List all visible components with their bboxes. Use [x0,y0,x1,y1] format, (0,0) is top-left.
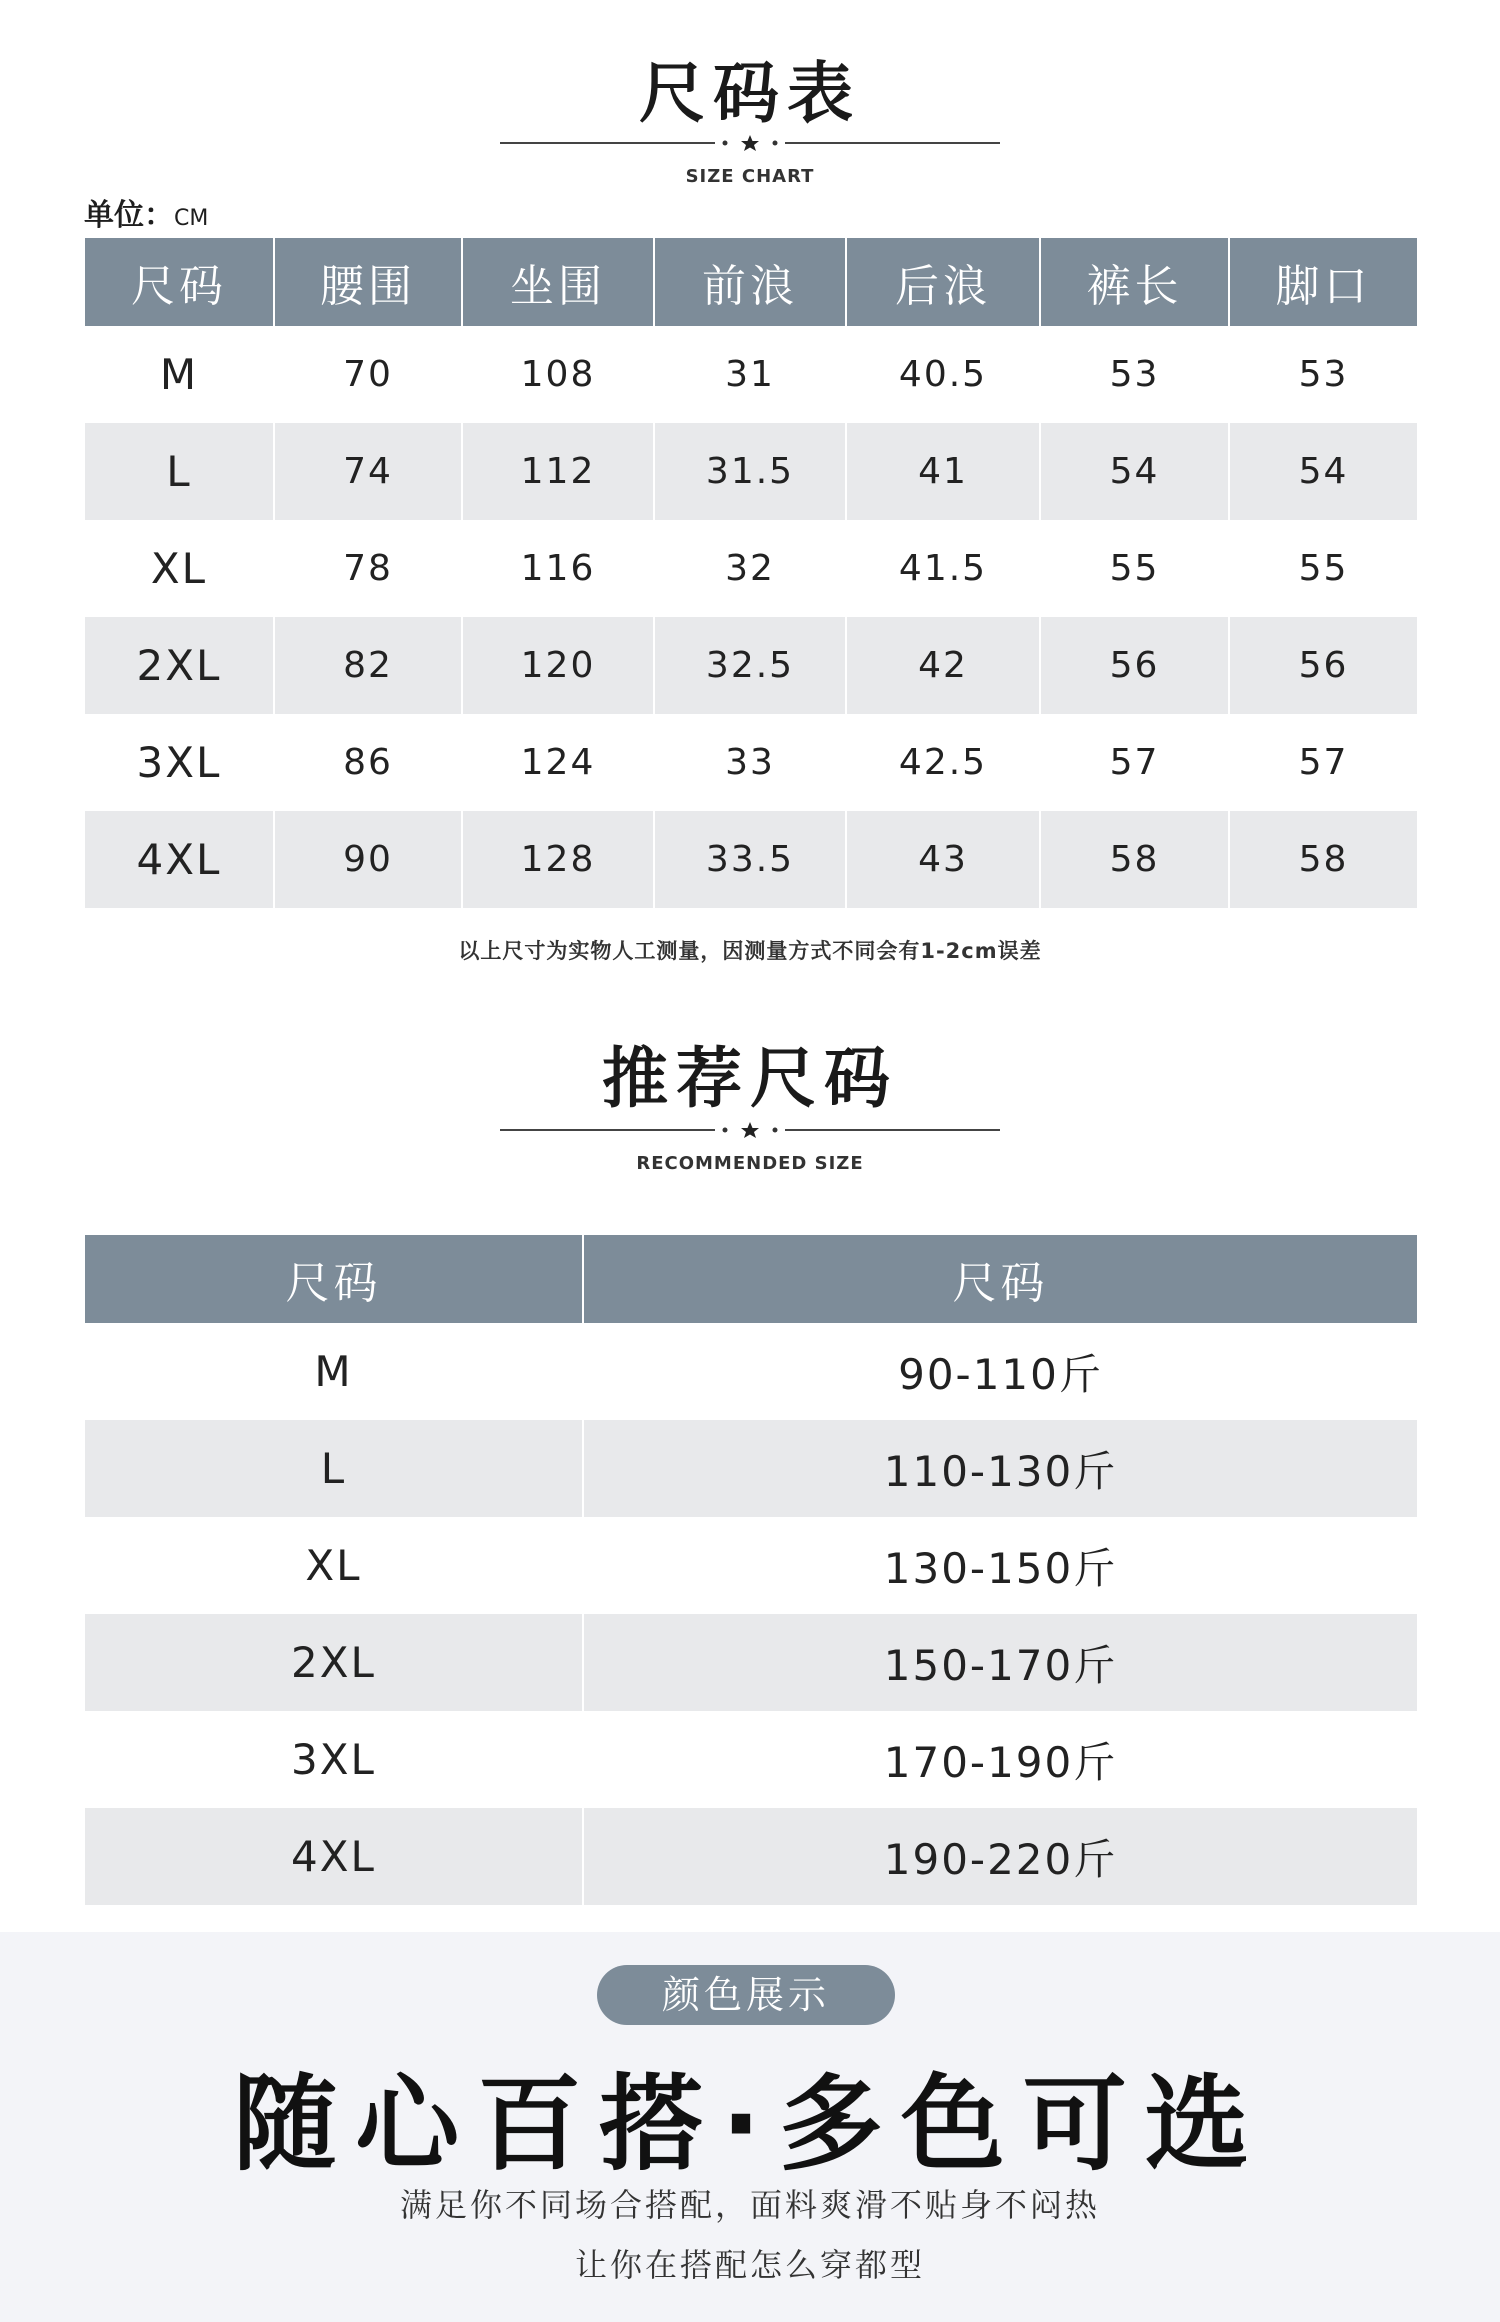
table-cell: 86 [274,714,462,811]
table-cell: 33.5 [654,811,846,908]
table-row [85,1808,1417,1905]
table-cell: 4XL [85,1808,583,1905]
table-cell: 116 [462,520,654,617]
table-cell: 112 [462,423,654,520]
recommended-title: 推荐尺码 [602,1040,898,1117]
table-cell: 55 [1229,520,1417,617]
color-display-badge: 颜色展示 [597,1965,895,2025]
table-cell: 90 [274,811,462,908]
table-cell: 57 [1040,714,1229,811]
table-cell: 2XL [85,1614,583,1711]
table-row [85,1323,1417,1420]
table-cell: 31 [654,326,846,423]
table-row [85,617,1417,714]
description-line-2: 让你在搭配怎么穿都型 [574,2246,925,2284]
table-cell: 41.5 [846,520,1040,617]
title-divider [500,133,1000,153]
table-cell: 42 [846,617,1040,714]
table-cell: 120 [462,617,654,714]
table-cell: 3XL [85,714,274,811]
table-cell: XL [85,520,274,617]
size-table-header [85,238,1417,326]
table-cell: 32 [654,520,846,617]
table-cell: 42.5 [846,714,1040,811]
table-cell: 82 [274,617,462,714]
title-divider [500,1120,1000,1140]
table-cell: 57 [1229,714,1417,811]
table-cell: 54 [1229,423,1417,520]
table-cell: 56 [1040,617,1229,714]
table-cell: 150-170斤 [583,1614,1417,1711]
table-cell: M [85,326,274,423]
table-cell: 58 [1040,811,1229,908]
table-row [85,1420,1417,1517]
table-cell: 3XL [85,1711,583,1808]
table-row [85,326,1417,423]
table-cell: 130-150斤 [583,1517,1417,1614]
table-cell: 55 [1040,520,1229,617]
table-cell: 110-130斤 [583,1420,1417,1517]
table-cell: 41 [846,423,1040,520]
table-cell: L [85,1420,583,1517]
recommended-subtitle: RECOMMENDED SIZE [636,1153,864,1174]
table-cell: 124 [462,714,654,811]
table-cell: M [85,1323,583,1420]
table-cell: 70 [274,326,462,423]
table-row [85,1614,1417,1711]
table-cell: 190-220斤 [583,1808,1417,1905]
table-cell: 4XL [85,811,274,908]
description-line-1: 满足你不同场合搭配，面料爽滑不贴身不闷热 [399,2186,1100,2224]
table-cell: 78 [274,520,462,617]
table-cell: 108 [462,326,654,423]
table-row [85,714,1417,811]
table-cell: XL [85,1517,583,1614]
table-cell: 31.5 [654,423,846,520]
table-cell: 53 [1040,326,1229,423]
star-icon [741,135,759,151]
table-row [85,520,1417,617]
table-cell: 58 [1229,811,1417,908]
table-row [85,811,1417,908]
size-chart-title: 尺码表 [639,55,861,132]
table-cell: 170-190斤 [583,1711,1417,1808]
table-cell: L [85,423,274,520]
table-cell: 2XL [85,617,274,714]
header-cell: 脚口 [1229,238,1417,326]
header-cell: 坐围 [462,238,654,326]
header-cell: 前浪 [654,238,846,326]
measurement-note: 以上尺寸为实物人工测量，因测量方式不同会有1-2cm误差 [458,939,1042,963]
table-cell: 33 [654,714,846,811]
table-cell: 43 [846,811,1040,908]
table-cell: 32.5 [654,617,846,714]
recommended-table [85,1235,1417,1905]
table-cell: 53 [1229,326,1417,423]
header-cell: 尺码 [85,238,274,326]
table-cell: 54 [1040,423,1229,520]
unit-value: CM [174,206,209,231]
table-cell: 90-110斤 [583,1323,1417,1420]
table-cell: 56 [1229,617,1417,714]
size-table [85,238,1417,908]
table-row [85,423,1417,520]
table-cell: 40.5 [846,326,1040,423]
header-cell: 裤长 [1040,238,1229,326]
slogan: 随心百搭·多色可选 [233,2063,1267,2185]
size-chart-subtitle: SIZE CHART [685,166,815,187]
recommended-table-header [85,1235,1417,1323]
table-cell: 74 [274,423,462,520]
header-cell: 腰围 [274,238,462,326]
header-cell: 尺码 [85,1235,583,1323]
unit-label: 单位：CM [84,198,209,233]
table-cell: 128 [462,811,654,908]
table-row [85,1711,1417,1808]
star-icon [741,1122,759,1138]
header-cell: 尺码 [583,1235,1417,1323]
header-cell: 后浪 [846,238,1040,326]
table-row [85,1517,1417,1614]
